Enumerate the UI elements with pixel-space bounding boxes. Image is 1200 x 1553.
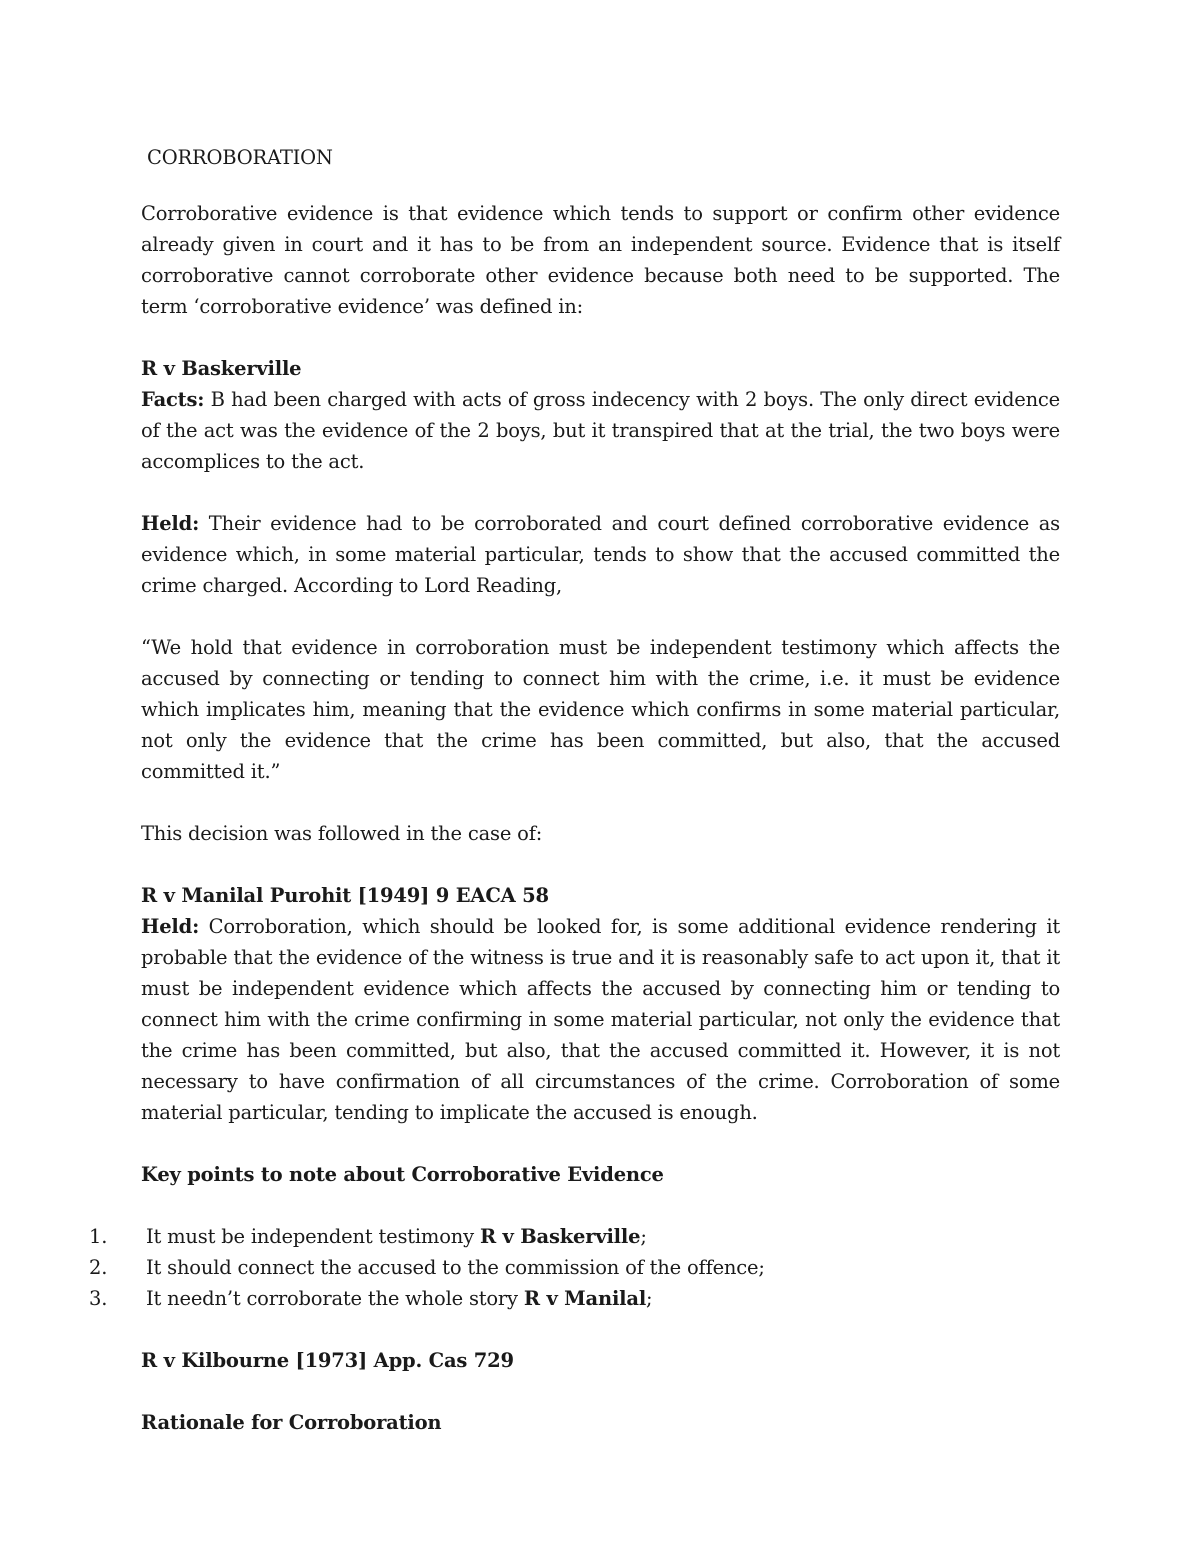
key-points-list [89,1221,1060,1314]
followed-paragraph: This decision was followed in the case of: [141,822,543,845]
page-title: CORROBORATION [147,146,333,169]
key-points-heading: Key points to note about Corroborative Evidence [141,1163,664,1186]
list-text: It should connect the accused to the commission of the offence; [146,1256,765,1279]
list-end: ; [640,1225,647,1248]
case-heading-manilal: R v Manilal Purohit [1949] 9 EACA 58 [141,884,549,907]
list-number: 1. [89,1225,108,1248]
list-text: It needn’t corroborate the whole story [146,1287,524,1310]
held-label: Held: [141,512,200,535]
held-label: Held: [141,915,200,938]
intro-paragraph: Corroborative evidence is that evidence which tends to support or confirm other evidence already given in court and it has to be from an independent source. Evidence that is itself corroborative cannot corroborate other evidence because both need to be supported. The term ‘corroborative evidence’ was defined in: [141,202,1060,318]
held-text: Corroboration, which should be looked for, is some additional evidence rendering it probable that the evidence of the witness is true and it is reasonably safe to act upon it, that it must be independent evidence which affects the accused by connecting him or tending to connect him with the crime confirming in some material particular, not only the evidence that the crime has been committed, but also, that the accused committed it. However, it is not necessary to have confirmation of all circumstances of the crime. Corroboration of some material particular, tending to implicate the accused is enough. [141,915,1060,1124]
list-number: 3. [89,1287,108,1310]
held-text: Their evidence had to be corroborated and court defined corroborative evidence as evidence which, in some material particular, tends to show that the accused committed the crime charged. According to Lord Reading, [141,512,1060,597]
list-end: ; [646,1287,653,1310]
list-item [89,1221,1060,1252]
list-item [89,1252,1060,1283]
list-case: R v Baskerville [479,1225,641,1248]
rationale-heading: Rationale for Corroboration [141,1411,442,1434]
list-number: 2. [89,1256,108,1279]
list-item [89,1283,1060,1314]
facts-paragraph [141,384,1060,477]
list-text: It must be independent testimony [146,1225,480,1248]
held-paragraph-baskerville [141,508,1060,601]
lord-reading-quote: “We hold that evidence in corroboration must be independent testimony which affects the accused by connecting or tending to connect him with the crime, i.e. it must be evidence which implicates him, meaning that the evidence which confirms in some material particular, not only the evidence that the crime has been committed, but also, that the accused committed it.” [141,636,1060,783]
held-paragraph-manilal [141,911,1060,1128]
facts-label: Facts: [141,388,205,411]
case-heading-baskerville: R v Baskerville [141,357,302,380]
case-heading-kilbourne: R v Kilbourne [1973] App. Cas 729 [141,1349,514,1372]
facts-text: B had been charged with acts of gross indecency with 2 boys. The only direct evidence of the act was the evidence of the 2 boys, but it transpired that at the trial, the two boys were accomplices to the act. [141,388,1060,473]
list-case: R v Manilal [523,1287,647,1310]
